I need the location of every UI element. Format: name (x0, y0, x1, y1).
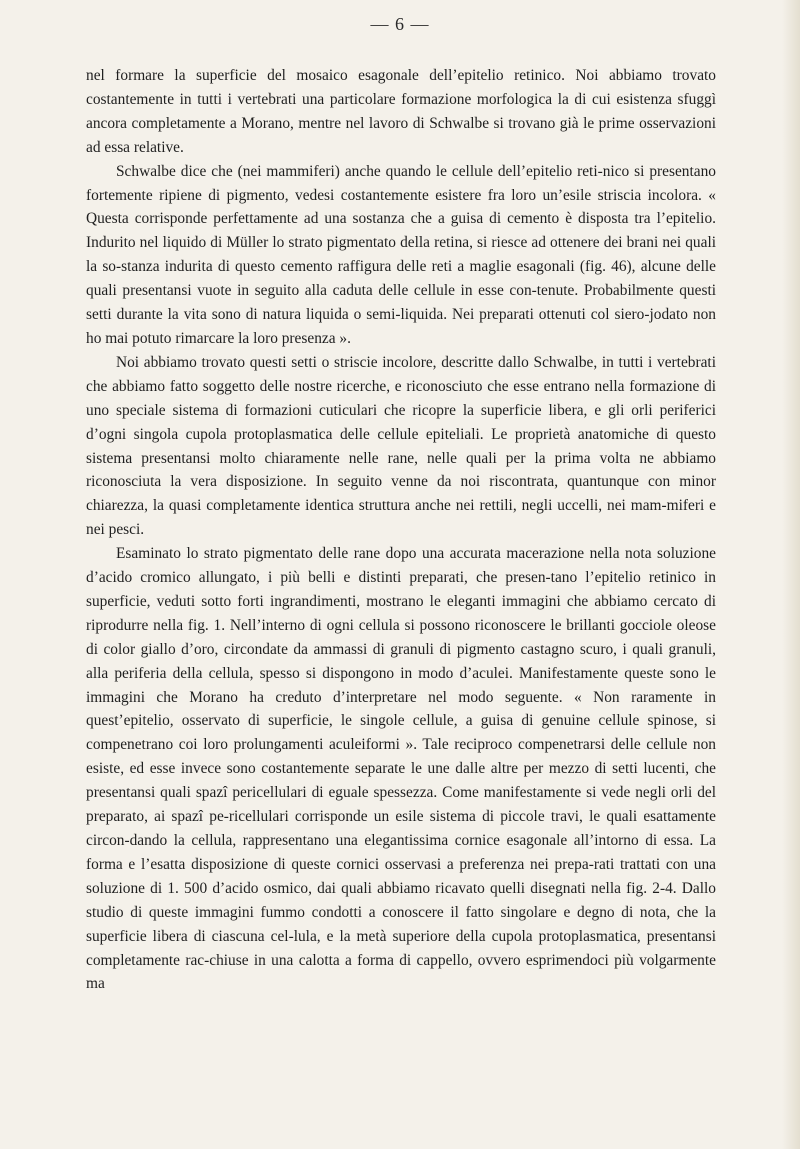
page-number: — 6 — (370, 14, 430, 34)
page-edge-shadow (782, 0, 800, 1149)
paragraph-3: Noi abbiamo trovato questi setti o striscie incolore, descritte dallo Schwalbe, in tutti i vertebrati che abbiamo fatto soggetto delle nostre ricerche, e riconosciuto che esse entrano nella formazione di uno speciale sistema di formazioni cuticulari che ricopre la superficie libera, e gli orli periferici d’ogni singola cupola protoplasmatica delle cellule epiteliali. Le proprietà anatomiche di questo sistema presentansi molto chiaramente nelle rane, nelle quali per la prima volta ne abbiamo riconosciuta la vera disposizione. In seguito venne da noi riscontrata, quantunque con minor chiarezza, la quasi completamente identica struttura anche nei rettili, negli uccelli, nei mam-miferi e nei pesci. (86, 353, 716, 539)
paragraph-4: Esaminato lo strato pigmentato delle rane dopo una accurata macerazione nella nota soluzione d’acido cromico allungato, i più belli e distinti preparati, che presen-tano l’epitelio retinico in superficie, veduti sotto forti ingrandimenti, mostrano le eleganti immagini che abbiamo cercato di riprodurre nella fig. 1. Nell’interno di ogni cellula si possono riconoscere le brillanti gocciole oleose di color giallo d’oro, circondate da ammassi di granuli di pigmento castagno scuro, i quali granuli, alla periferia della cellula, spesso si dispongono in modo d’aculei. Manifestamente queste sono le immagini che Morano ha creduto d’interpretare nel modo seguente. « Non raramente in quest’epitelio, osservato di superficie, le singole cellule, a guisa di genuine cellule spinose, si compenetrano coi loro prolungamenti aculeiformi ». Tale reciproco compenetrarsi delle cellule non esiste, ed esse invece sono costantemente separate le une dalle altre per mezzo di setti lucenti, che presentansi quali spazî pericellulari di eguale spessezza. Come manifestamente si vede negli orli del preparato, ai spazî pe-ricellulari corrisponde un esile sistema di piccole travi, le quali esattamente circon-dando la cellula, rappresentano una elegantissima cornice esagonale all’intorno di essa. La forma e l’esatta disposizione di queste cornici osservasi a preferenza nei prepa-rati trattati con una soluzione di 1. 500 d’acido osmico, dai quali abbiamo ricavato quelli disegnati nella fig. 2-4. Dallo studio di queste immagini fummo condotti a conoscere il fatto singolare e degno di nota, che la superficie libera di ciascuna cel-lula, e la metà superiore della cupola protoplasmatica, presentansi completamente rac-chiuse in una calotta a forma di cappello, ovvero esprimendoci più volgarmente ma (86, 545, 716, 993)
body-text (86, 64, 716, 996)
paragraph-2: Schwalbe dice che (nei mammiferi) anche quando le cellule dell’epitelio reti-nico si presentano fortemente ripiene di pigmento, vedesi costantemente esistere fra loro un’esile striscia incolora. « Questa corrisponde perfettamente ad una sostanza che a guisa di cemento è disposta tra l’epitelio. Indurito nel liquido di Müller lo strato pigmentato della retina, si riesce ad ottenere dei brani nei quali la so-stanza indurita di questo cemento raffigura delle reti a maglie esagonali (fig. 46), alcune delle quali presentansi vuote in seguito alla caduta delle cellule in esse con-tenute. Probabilmente questi setti durante la vita sono di natura liquida o semi-liquida. Nei preparati ottenuti col siero-jodato non ho mai potuto rimarcare la loro presenza ». (86, 162, 716, 347)
paragraph-1: nel formare la superficie del mosaico esagonale dell’epitelio retinico. Noi abbiamo trovato costantemente in tutti i vertebrati una particolare formazione morfologica la di cui esistenza sfuggì ancora completamente a Morano, mentre nel lavoro di Schwalbe si trovano già le prime osservazioni ad essa relative. (86, 67, 716, 156)
